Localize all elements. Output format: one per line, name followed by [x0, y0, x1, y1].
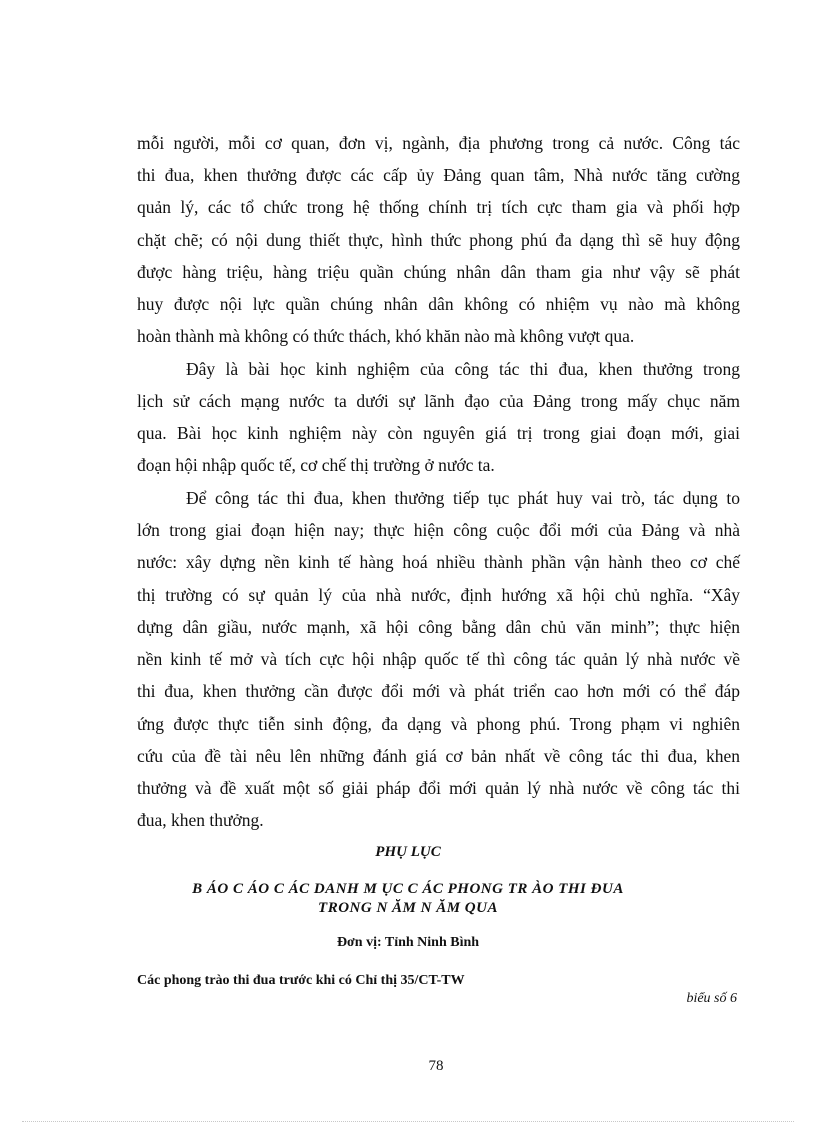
body-text-line: hoàn thành mà không có thức thách, khó khăn nào mà không vượt qua. [137, 326, 635, 346]
report-title-line-1: B ÁO C ÁO C ÁC DANH M ỤC C ÁC PHONG TR ÀO THI ĐUA [192, 881, 624, 897]
body-text-line: thị trường có sự quản lý của nhà nước, định hướng xã hội chủ nghĩa. “Xây [137, 585, 740, 605]
body-text-line: Để công tác thi đua, khen thưởng tiếp tục phát huy vai trò, tác dụng to [186, 488, 740, 508]
body-text-line: chặt chẽ; có nội dung thiết thực, hình thức phong phú đa dạng thì sẽ huy động [137, 230, 740, 250]
body-text-line: mỗi người, mỗi cơ quan, đơn vị, ngành, địa phương trong cả nước. Công tác [137, 133, 740, 153]
body-text-line: nền kinh tế mở và tích cực hội nhập quốc tế thì công tác quản lý nhà nước về [137, 649, 740, 669]
appendix-title: PHỤ LỤC [375, 844, 441, 860]
body-text-line: thưởng và đề xuất một số giải pháp đổi mới quản lý nhà nước về công tác thi [137, 778, 740, 798]
form-number: biểu số 6 [686, 991, 737, 1006]
report-title-line-2: TRONG N ĂM N ĂM QUA [318, 900, 498, 916]
body-text-line: được hàng triệu, hàng triệu quần chúng nhân dân tham gia như vậy sẽ phát [137, 262, 740, 282]
body-text-line: thi đua, khen thưởng cần được đổi mới và phát triển cao hơn mới có thể đáp [137, 681, 740, 701]
campaign-heading: Các phong trào thi đua trước khi có Chỉ thị 35/CT-TW [137, 973, 465, 988]
body-text-line: qua. Bài học kinh nghiệm này còn nguyên giá trị trong giai đoạn mới, giai [137, 423, 740, 443]
footer-divider [22, 1121, 794, 1122]
body-text-line: quản lý, các tổ chức trong hệ thống chính trị tích cực tham gia và phối hợp [137, 197, 740, 217]
page-number: 78 [428, 1058, 444, 1074]
body-text-line: lịch sử cách mạng nước ta dưới sự lãnh đạo của Đảng trong mấy chục năm [137, 391, 740, 411]
body-text-line: Đây là bài học kinh nghiệm của công tác thi đua, khen thưởng trong [186, 359, 740, 379]
body-text-line: lớn trong giai đoạn hiện nay; thực hiện công cuộc đổi mới của Đảng và nhà [137, 520, 740, 540]
body-text-line: thi đua, khen thưởng được các cấp ủy Đảng quan tâm, Nhà nước tăng cường [137, 165, 740, 185]
reporting-unit: Đơn vị: Tỉnh Ninh Bình [336, 935, 480, 950]
body-text-line: đua, khen thưởng. [137, 810, 264, 830]
body-text-line: ứng được thực tiễn sinh động, đa dạng và phong phú. Trong phạm vi nghiên [137, 714, 740, 734]
body-text-line: dựng dân giầu, nước mạnh, xã hội công bằng dân chủ văn minh”; thực hiện [137, 617, 740, 637]
body-text-line: đoạn hội nhập quốc tế, cơ chế thị trường ở nước ta. [137, 455, 495, 475]
body-text-line: nước: xây dựng nền kinh tế hàng hoá nhiều thành phần vận hành theo cơ chế [137, 552, 740, 572]
body-text-line: cứu của đề tài nêu lên những đánh giá cơ bản nhất về công tác thi đua, khen [137, 746, 740, 766]
body-text-line: huy được nội lực quần chúng nhân dân không có nhiệm vụ nào mà không [137, 294, 740, 314]
